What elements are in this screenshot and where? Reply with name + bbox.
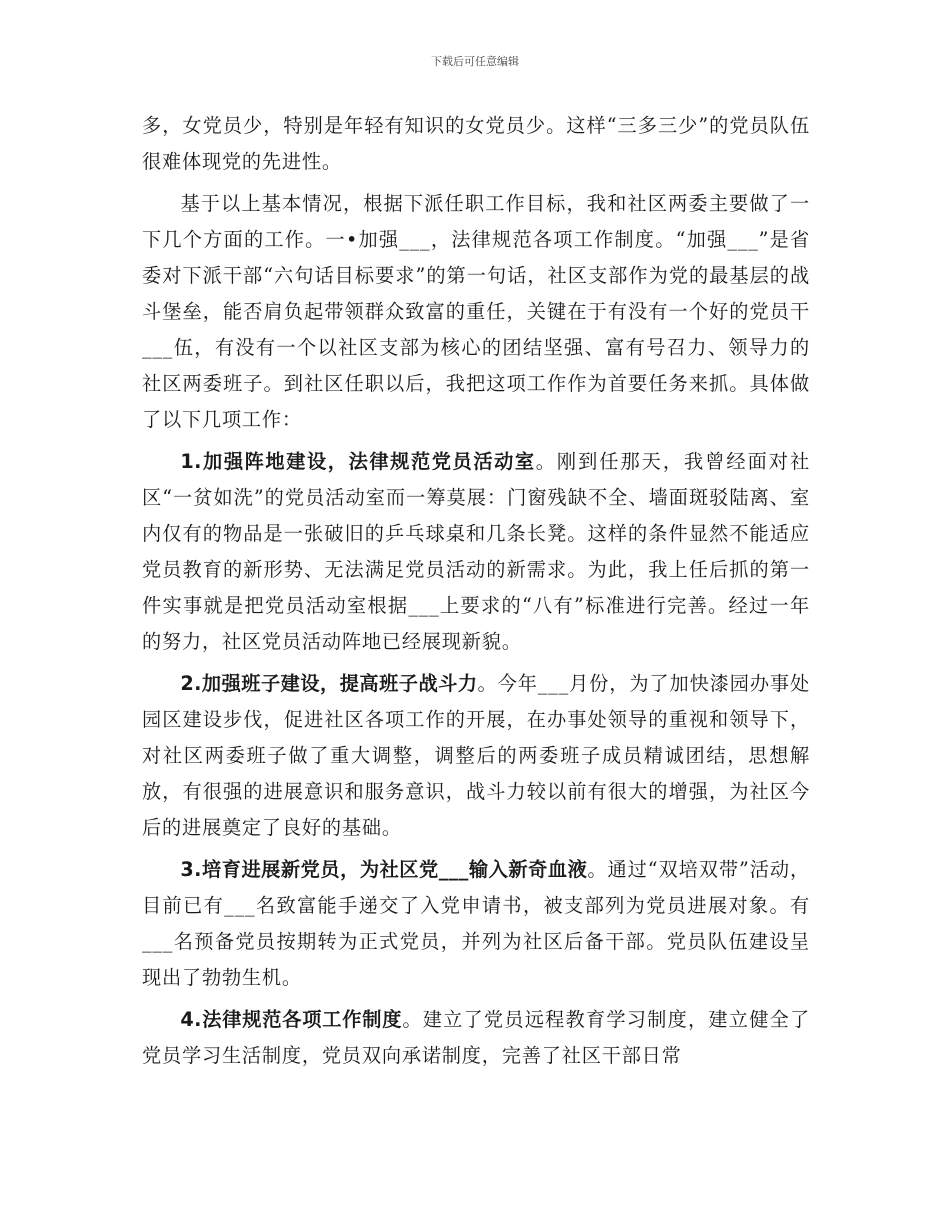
- section-4-title: 4.法律规范各项工作制度: [180, 1008, 403, 1031]
- section-1-body: 。刚到任那天，我曾经面对社区“一贫如洗”的党员活动室而一筹莫展：门窗残缺不全、墙面斑驳陆离、室内仅有的物品是一张破旧的乒乓球桌和几条长凳。这样的条件显然不能适应党员教育的新形势、无法满足党员活动的新需求。为此，我上任后抓的第一件实事就是把党员活动室根据___上要求的“八有”标准进行完善。经过一年的努力，社区党员活动阵地已经展现新貌。: [142, 450, 810, 653]
- paragraph-2: 基于以上基本情况，根据下派任职工作目标，我和社区两委主要做了一下几个方面的工作。一•加强___，法律规范各项工作制度。“加强___”是省委对下派干部“六句话目标要求”的第一句话，社区支部作为党的最基层的战斗堡垒，能否肩负起带领群众致富的重任，关键在于有没有一个好的党员干___伍，有没有一个以社区支部为核心的团结坚强、富有号召力、领导力的社区两委班子。到社区任职以后，我把这项工作作为首要任务来抓。具体做了以下几项工作：: [142, 192, 810, 431]
- section-2-body: 。今年___月份，为了加快漆园办事处园区建设步伐，促进社区各项工作的开展，在办事处领导的重视和领导下，对社区两委班子做了重大调整，调整后的两委班子成员精诚团结，思想解放，有很强的进展意识和服务意识，战斗力较以前有很大的增强，为社区今后的进展奠定了良好的基础。: [142, 672, 810, 839]
- section-2-title: 2.加强班子建设，提高班子战斗力: [180, 672, 478, 695]
- paragraph-5: [142, 852, 810, 996]
- paragraph-6: [142, 1002, 810, 1074]
- page-header: 下载后可任意编辑: [431, 55, 519, 68]
- section-4-body: 。建立了党员远程教育学习制度，建立健全了党员学习生活制度，党员双向承诺制度，完善了社区干部日常: [142, 1008, 810, 1067]
- paragraph-4: [142, 666, 810, 846]
- section-1-title: 1.加强阵地建设，法律规范党员活动室: [180, 450, 536, 473]
- section-3-title: 3.培育进展新党员，为社区党___输入新奇血液: [180, 858, 588, 881]
- section-3-body: 。通过“双培双带”活动，目前已有___名致富能手递交了入党申请书，被支部列为党员进展对象。有___名预备党员按期转为正式党员，并列为社区后备干部。党员队伍建设呈现出了勃勃生机。: [142, 858, 811, 989]
- document-body: [142, 108, 810, 1080]
- paragraph-1: 多，女党员少，特别是年轻有知识的女党员少。这样“三多三少”的党员队伍很难体现党的先进性。: [142, 114, 810, 173]
- paragraph-3: [142, 444, 810, 660]
